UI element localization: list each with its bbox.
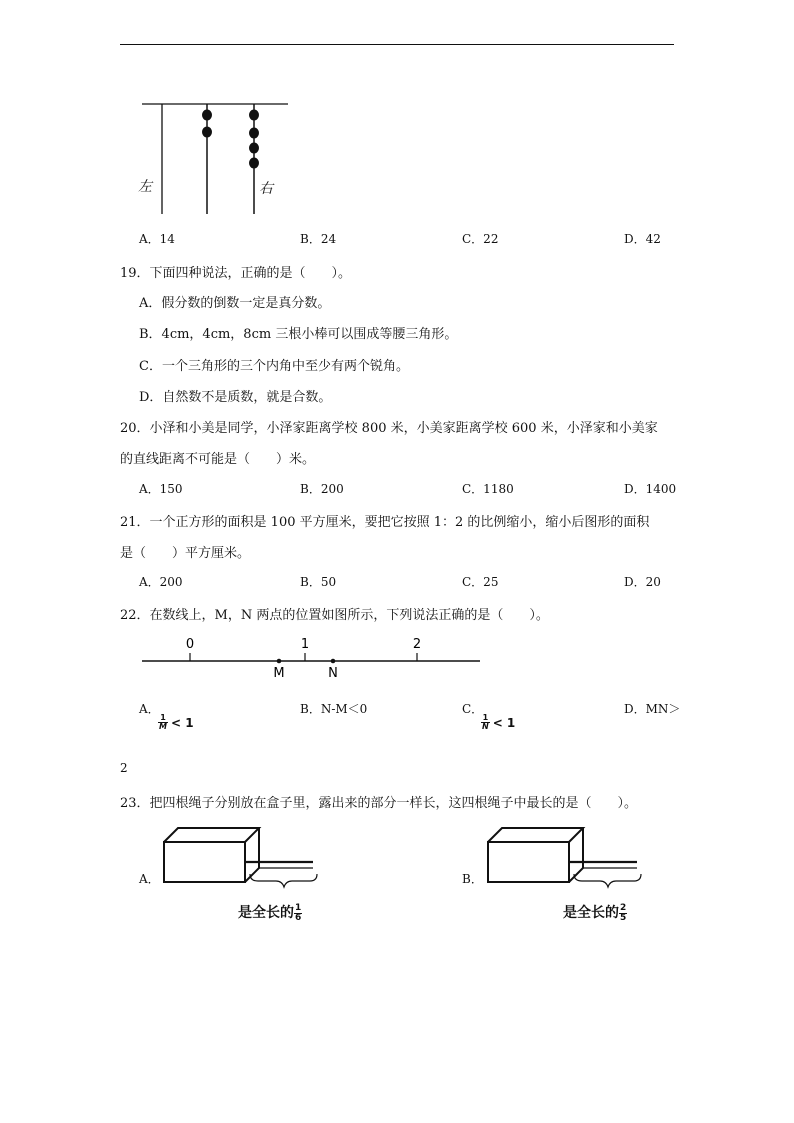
q22-option-d-wrap: 2	[120, 761, 128, 775]
point-label-n: N	[328, 666, 338, 680]
point-m	[277, 659, 282, 664]
q20-option-a[interactable]: A．150	[139, 482, 183, 496]
q20-stem-line1: 20．小泽和小美是同学，小泽家距离学校 800 米，小美家距离学校 600 米，小泽家和小美家	[120, 421, 658, 436]
abacus-bead	[249, 128, 259, 139]
q19-option-c[interactable]: C．一个三角形的三个内角中至少有两个锐角。	[139, 359, 409, 374]
fraction: $\frac{2}{5}$	[620, 902, 627, 923]
q21-stem-line1: 21．一个正方形的面积是 100 平方厘米，要把它按照 1：2 的比例缩小，缩小后图形的面积	[120, 515, 650, 530]
q23-option-b-label[interactable]: B．	[462, 872, 483, 886]
fraction: $\frac{1}{6}$	[295, 902, 302, 923]
abacus-bead	[249, 158, 259, 169]
q18-option-a[interactable]: A．14	[139, 232, 175, 246]
box-rope-figure-b	[482, 826, 647, 896]
q23-option-a-caption: 是全长的 $\frac{1}{6}$	[238, 902, 302, 923]
abacus-figure	[130, 96, 300, 221]
abacus-bead	[202, 127, 212, 138]
q19-stem: 19．下面四种说法，正确的是（ ）。	[120, 266, 352, 281]
q21-option-b[interactable]: B．50	[300, 575, 337, 589]
q19-option-b[interactable]: B．4cm，4cm，8cm 三根小棒可以围成等腰三角形。	[139, 327, 458, 342]
point-n	[331, 659, 336, 664]
box-rope-figure-a	[158, 826, 323, 896]
q21-option-a[interactable]: A．200	[139, 575, 183, 589]
q20-option-d[interactable]: D．1400	[624, 482, 677, 496]
number-line	[140, 634, 485, 680]
q22-option-a-expression[interactable]: $\frac{1}{M}$ < 1	[159, 713, 194, 731]
q20-option-c[interactable]: C．1180	[462, 482, 514, 496]
q22-option-c-label[interactable]: C．	[462, 702, 484, 716]
q22-stem: 22．在数线上，M，N 两点的位置如图所示，下列说法正确的是（ ）。	[120, 608, 549, 623]
point-label-m: M	[273, 666, 285, 680]
q20-stem-line2: 的直线距离不可能是（ ）米。	[120, 452, 316, 467]
q18-option-c[interactable]: C．22	[462, 232, 499, 246]
fraction: $\frac{1}{M}$	[159, 713, 167, 731]
tick-label-0: 0	[185, 637, 195, 652]
header-rule	[120, 44, 674, 45]
q18-option-b[interactable]: B．24	[300, 232, 337, 246]
q22-option-d[interactable]: D．MN＞	[624, 702, 681, 716]
tick-label-2: 2	[412, 637, 422, 652]
abacus-bead	[249, 110, 259, 121]
abacus-bead	[202, 110, 212, 121]
q23-stem: 23．把四根绳子分别放在盒子里，露出来的部分一样长，这四根绳子中最长的是（ ）。	[120, 796, 638, 811]
q21-stem-line2: 是（ ）平方厘米。	[120, 546, 251, 561]
q19-option-a[interactable]: A．假分数的倒数一定是真分数。	[139, 296, 331, 311]
abacus-right-label: 右	[259, 181, 273, 197]
q23-option-a-label[interactable]: A．	[139, 872, 160, 886]
fraction: $\frac{1}{N}$	[482, 713, 489, 731]
q22-option-c-expression[interactable]: $\frac{1}{N}$ < 1	[482, 713, 516, 731]
abacus-left-label: 左	[138, 179, 152, 195]
q21-option-c[interactable]: C．25	[462, 575, 499, 589]
q22-option-b[interactable]: B．N-M＜0	[300, 702, 368, 716]
q18-option-d[interactable]: D．42	[624, 232, 661, 246]
q20-option-b[interactable]: B．200	[300, 482, 344, 496]
q21-option-d[interactable]: D．20	[624, 575, 661, 589]
abacus-bead	[249, 143, 259, 154]
q22-option-a-label[interactable]: A．	[139, 702, 160, 716]
tick-label-1: 1	[300, 637, 310, 652]
q23-option-b-caption: 是全长的 $\frac{2}{5}$	[563, 902, 627, 923]
q19-option-d[interactable]: D．自然数不是质数，就是合数。	[139, 390, 332, 405]
